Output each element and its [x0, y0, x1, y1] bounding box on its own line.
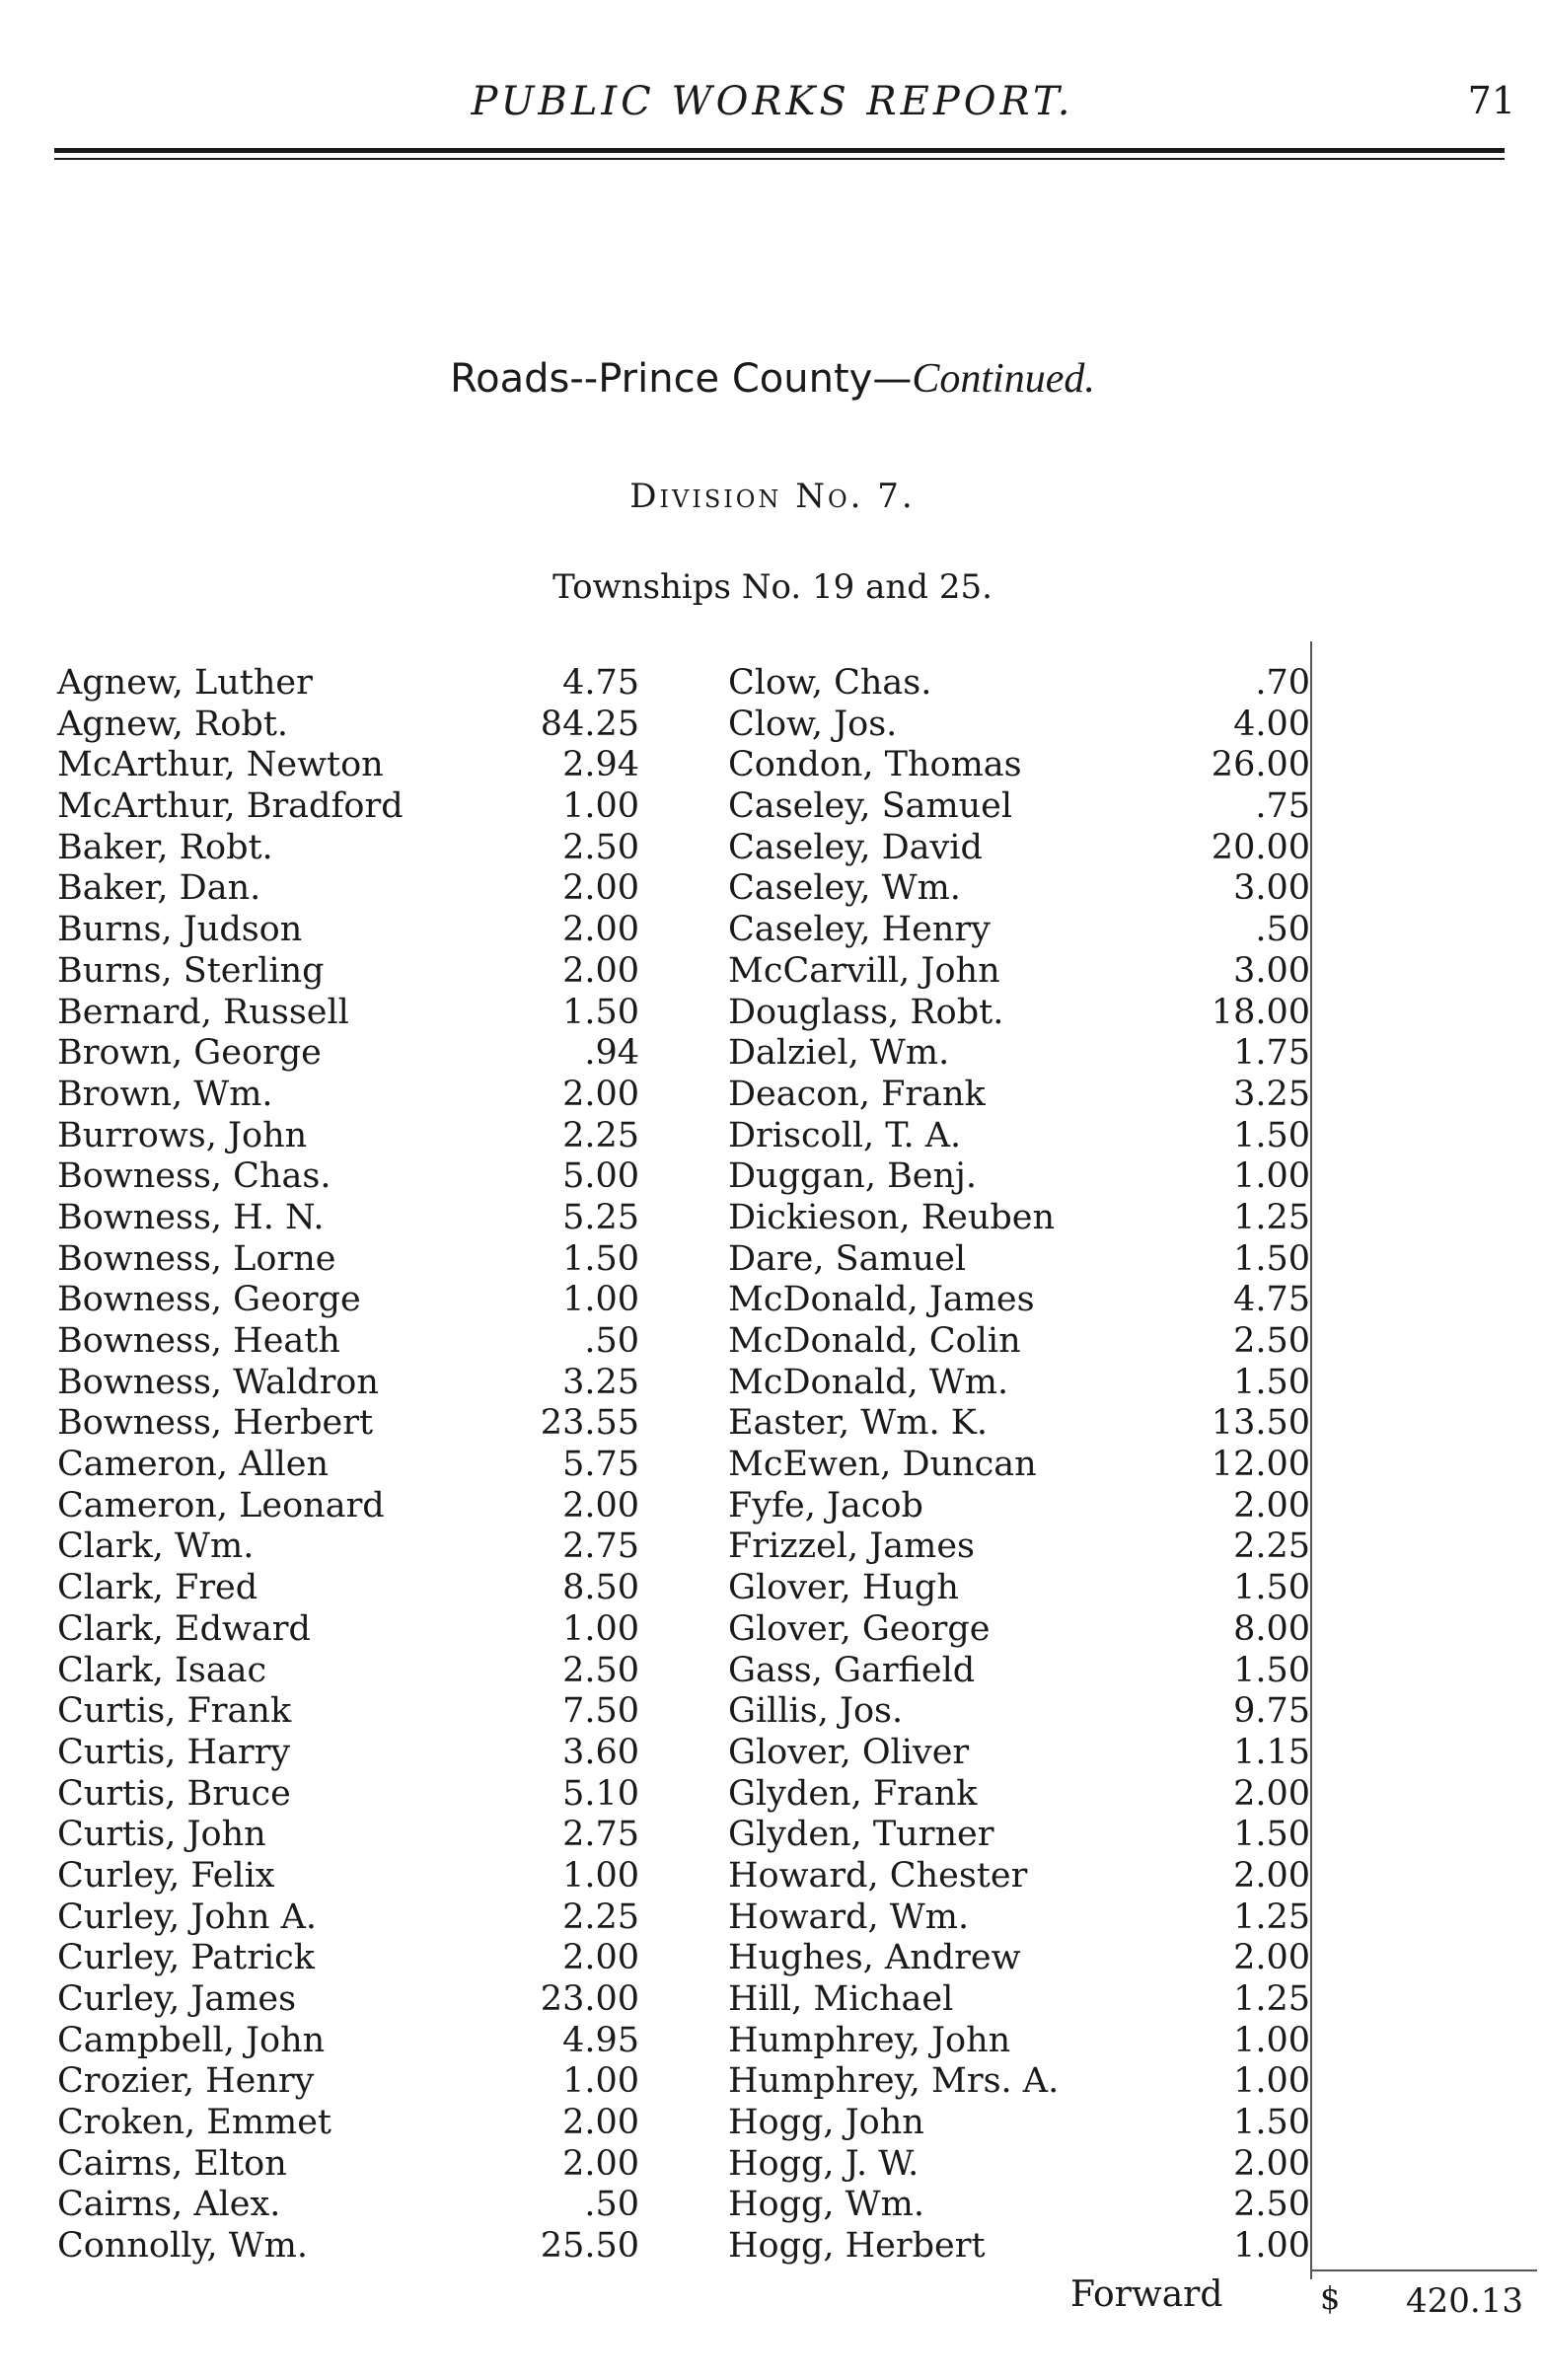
entry-amount: 1.25 — [1233, 1197, 1310, 1237]
entry-name: Hogg, Wm. — [728, 2185, 924, 2225]
entry-amount: 4.95 — [562, 2020, 639, 2060]
section-title-continued: Continued. — [912, 356, 1095, 402]
ledger-row — [728, 1033, 1310, 1075]
entry-amount: 2.00 — [562, 2103, 639, 2143]
ledger-row — [57, 1651, 639, 1692]
entry-amount: 5.75 — [562, 1445, 639, 1485]
entry-name: Dalziel, Wm. — [728, 1033, 950, 1074]
entry-amount: 1.00 — [1233, 2061, 1310, 2102]
entry-name: Hogg, Herbert — [728, 2226, 986, 2267]
entry-amount: 2.50 — [562, 1650, 639, 1690]
ledger-row — [728, 1568, 1310, 1609]
ledger-row — [728, 1651, 1310, 1692]
entry-name: Condon, Thomas — [728, 745, 1022, 785]
entry-name: Clark, Wm. — [57, 1526, 255, 1567]
ledger-row — [728, 1938, 1310, 1979]
entry-amount: .70 — [1255, 663, 1310, 703]
entry-amount: 2.00 — [562, 950, 639, 991]
entry-name: Agnew, Luther — [57, 663, 313, 703]
entry-name: McDonald, Colin — [728, 1321, 1021, 1361]
entry-name: Clark, Fred — [57, 1568, 258, 1608]
entry-amount: 2.94 — [562, 745, 639, 785]
entry-amount: 1.00 — [1233, 1156, 1310, 1197]
entry-amount: 23.55 — [540, 1403, 639, 1444]
entry-amount: 1.50 — [1233, 1650, 1310, 1690]
ledger-row — [728, 1239, 1310, 1281]
entry-name: McDonald, James — [728, 1280, 1035, 1320]
entry-amount: 5.10 — [562, 1773, 639, 1814]
entry-name: McEwen, Duncan — [728, 1445, 1037, 1485]
entry-name: McDonald, Wm. — [728, 1362, 1009, 1402]
running-header: PUBLIC WORKS REPORT. — [471, 79, 1074, 124]
ledger-row — [728, 2103, 1310, 2144]
entry-name: Brown, Wm. — [57, 1074, 273, 1114]
entry-amount: 2.75 — [562, 1815, 639, 1855]
entry-amount: 20.00 — [1211, 827, 1310, 867]
entry-amount: 1.25 — [1233, 1897, 1310, 1937]
ledger-row — [57, 2144, 639, 2186]
entry-amount: 5.00 — [562, 1156, 639, 1197]
entry-name: Bowness, Chas. — [57, 1156, 331, 1197]
entry-amount: 18.00 — [1211, 992, 1310, 1032]
entry-amount: 1.50 — [1233, 1815, 1310, 1855]
entry-name: Cameron, Leonard — [57, 1485, 385, 1525]
entry-name: Clark, Edward — [57, 1608, 311, 1649]
entry-amount: 2.75 — [562, 1526, 639, 1567]
forward-total: 420.13 — [1406, 2281, 1523, 2321]
ledger-row — [728, 1979, 1310, 2021]
entry-amount: 1.50 — [1233, 1568, 1310, 1608]
entry-amount: 23.00 — [540, 1979, 639, 2019]
entry-name: Glover, Hugh — [728, 1568, 959, 1608]
section-title — [0, 355, 1545, 403]
entry-name: Dare, Samuel — [728, 1238, 967, 1279]
entry-name: Bowness, Waldron — [57, 1362, 379, 1402]
entry-amount: 84.25 — [540, 704, 639, 744]
ledger-row — [57, 2103, 639, 2144]
entry-amount: 4.75 — [1233, 1280, 1310, 1320]
entry-name: Gillis, Jos. — [728, 1691, 904, 1732]
ledger-row — [728, 2021, 1310, 2062]
ledger-row — [728, 868, 1310, 910]
ledger-row — [728, 1198, 1310, 1239]
ledger-row — [728, 1363, 1310, 1404]
ledger-row — [57, 951, 639, 993]
ledger-row — [57, 1526, 639, 1568]
entry-name: McCarvill, John — [728, 950, 1000, 991]
header-rule — [54, 148, 1505, 153]
ledger-row — [728, 1609, 1310, 1651]
entry-amount: 1.50 — [1233, 2103, 1310, 2143]
entry-amount: 26.00 — [1211, 745, 1310, 785]
entry-amount: 2.00 — [562, 1485, 639, 1525]
ledger-row — [57, 705, 639, 746]
entry-name: Douglass, Robt. — [728, 992, 1004, 1032]
total-rule — [1310, 2269, 1537, 2271]
entry-name: Frizzel, James — [728, 1526, 976, 1567]
ledger-row — [728, 1280, 1310, 1321]
ledger-row — [57, 1445, 639, 1486]
entry-amount: 2.00 — [1233, 1773, 1310, 1814]
entry-name: Agnew, Robt. — [57, 704, 289, 744]
ledger-row — [57, 1239, 639, 1281]
entry-name: Curtis, Frank — [57, 1691, 292, 1732]
entry-name: Deacon, Frank — [728, 1074, 986, 1114]
entry-name: Driscoll, T. A. — [728, 1115, 962, 1155]
ledger-row — [728, 1321, 1310, 1363]
ledger-row — [728, 2144, 1310, 2186]
ledger-row — [57, 1897, 639, 1939]
currency-sign: $ — [1320, 2279, 1341, 2317]
ledger-row — [728, 1691, 1310, 1733]
section-title-main: Roads--Prince County— — [450, 356, 913, 402]
ledger-row — [728, 1445, 1310, 1486]
ledger-row — [728, 705, 1310, 746]
entry-name: Glover, George — [728, 1608, 991, 1649]
entry-amount: .75 — [1255, 786, 1310, 827]
ledger-row — [728, 1856, 1310, 1897]
entry-name: Cairns, Alex. — [57, 2185, 281, 2225]
ledger-row — [57, 2226, 639, 2268]
ledger-row — [57, 910, 639, 951]
entry-name: Gass, Garfield — [728, 1650, 976, 1690]
entry-amount: 8.50 — [562, 1568, 639, 1608]
ledger-row — [728, 1526, 1310, 1568]
ledger-row — [57, 1363, 639, 1404]
entry-name: Connolly, Wm. — [57, 2226, 309, 2267]
entry-name: Howard, Wm. — [728, 1897, 970, 1937]
entry-name: Curtis, Bruce — [57, 1773, 291, 1814]
entry-name: Glyden, Turner — [728, 1815, 994, 1855]
entry-amount: 1.50 — [1233, 1362, 1310, 1402]
entry-name: Clow, Chas. — [728, 663, 932, 703]
entry-amount: 1.25 — [1233, 1979, 1310, 2019]
entry-amount: 2.00 — [1233, 1485, 1310, 1525]
entry-name: Brown, George — [57, 1033, 322, 1074]
entry-amount: 2.25 — [562, 1897, 639, 1937]
division-heading: Division No. 7. — [629, 477, 916, 516]
entry-name: Caseley, Samuel — [728, 786, 1013, 827]
entry-name: Baker, Robt. — [57, 827, 273, 867]
entry-name: Caseley, David — [728, 827, 983, 867]
entry-amount: 3.25 — [1233, 1074, 1310, 1114]
entry-amount: 2.00 — [1233, 1938, 1310, 1978]
entry-amount: 8.00 — [1233, 1608, 1310, 1649]
ledger-row — [57, 1321, 639, 1363]
entry-amount: 2.00 — [562, 1074, 639, 1114]
ledger-row — [728, 2185, 1310, 2226]
ledger-row — [57, 1198, 639, 1239]
ledger-row — [57, 745, 639, 786]
entry-name: Humphrey, Mrs. A. — [728, 2061, 1060, 2102]
ledger-row — [728, 951, 1310, 993]
entry-name: Cameron, Allen — [57, 1445, 330, 1485]
entry-name: Clow, Jos. — [728, 704, 898, 744]
ledger-row — [728, 2226, 1310, 2268]
entry-amount: 1.50 — [562, 992, 639, 1032]
entry-amount: 2.25 — [562, 1115, 639, 1155]
ledger-row — [57, 1856, 639, 1897]
ledger-row — [57, 1568, 639, 1609]
ledger-row — [57, 1280, 639, 1321]
entry-name: Bowness, George — [57, 1280, 361, 1320]
ledger-row — [57, 1033, 639, 1075]
entry-amount: 3.25 — [562, 1362, 639, 1402]
entry-amount: 2.00 — [1233, 1855, 1310, 1896]
entry-name: Burns, Sterling — [57, 950, 325, 991]
ledger-row — [57, 1815, 639, 1856]
entry-name: Bowness, Lorne — [57, 1238, 336, 1279]
entry-amount: .50 — [1255, 910, 1310, 950]
entry-amount: .50 — [584, 2185, 639, 2225]
entry-name: Humphrey, John — [728, 2020, 1011, 2060]
ledger-row — [728, 1815, 1310, 1856]
ledger-row — [728, 663, 1310, 705]
entry-name: Curtis, Harry — [57, 1732, 291, 1772]
entry-name: Caseley, Wm. — [728, 868, 961, 909]
entry-name: Crozier, Henry — [57, 2061, 315, 2102]
ledger-row — [57, 786, 639, 828]
entry-amount: 1.00 — [1233, 2226, 1310, 2267]
ledger-row — [728, 828, 1310, 869]
ledger-row — [57, 1979, 639, 2021]
entry-amount: 1.00 — [562, 1608, 639, 1649]
ledger-row — [57, 663, 639, 705]
entry-name: Hogg, John — [728, 2103, 924, 2143]
column-rule — [1310, 641, 1312, 2279]
entry-name: Caseley, Henry — [728, 910, 991, 950]
ledger-row — [728, 1774, 1310, 1816]
ledger-row — [57, 1116, 639, 1157]
entry-name: Burrows, John — [57, 1115, 308, 1155]
ledger-row — [728, 910, 1310, 951]
entry-name: Curley, John A. — [57, 1897, 318, 1937]
entry-amount: 3.00 — [1233, 868, 1310, 909]
entry-amount: 2.00 — [1233, 2143, 1310, 2184]
entry-amount: 1.15 — [1233, 1732, 1310, 1772]
entry-amount: 3.00 — [1233, 950, 1310, 991]
entry-name: Bernard, Russell — [57, 992, 349, 1032]
entry-name: Duggan, Benj. — [728, 1156, 978, 1197]
ledger-row — [57, 1938, 639, 1979]
forward-label: Forward — [1070, 2274, 1223, 2315]
entry-name: Curtis, John — [57, 1815, 266, 1855]
ledger-row — [57, 1075, 639, 1116]
ledger-row — [728, 1486, 1310, 1527]
right-column — [728, 663, 1310, 2268]
entry-amount: .94 — [584, 1033, 639, 1074]
ledger-row — [728, 786, 1310, 828]
ledger-row — [57, 1486, 639, 1527]
ledger-row — [728, 1116, 1310, 1157]
entry-amount: 2.00 — [562, 910, 639, 950]
ledger-row — [728, 1403, 1310, 1445]
entry-amount: 4.75 — [562, 663, 639, 703]
ledger-row — [57, 1774, 639, 1816]
entry-name: Curley, Felix — [57, 1855, 275, 1896]
entry-name: Burns, Judson — [57, 910, 303, 950]
ledger-row — [57, 2021, 639, 2062]
entry-name: Bowness, Herbert — [57, 1403, 374, 1444]
entry-name: Curley, James — [57, 1979, 297, 2019]
entry-amount: 2.50 — [562, 827, 639, 867]
entry-amount: 13.50 — [1211, 1403, 1310, 1444]
entry-amount: 2.00 — [562, 1938, 639, 1978]
entry-amount: 1.00 — [1233, 2020, 1310, 2060]
ledger-row — [728, 1075, 1310, 1116]
page-number: 71 — [1467, 79, 1515, 122]
entry-amount: 2.00 — [562, 868, 639, 909]
entry-name: Glover, Oliver — [728, 1732, 970, 1772]
entry-amount: 2.00 — [562, 2143, 639, 2184]
ledger-row — [57, 1691, 639, 1733]
ledger-row — [57, 1733, 639, 1774]
entry-amount: 1.50 — [1233, 1115, 1310, 1155]
entry-amount: 1.50 — [1233, 1238, 1310, 1279]
ledger-row — [728, 1733, 1310, 1774]
entry-name: McArthur, Newton — [57, 745, 384, 785]
entry-amount: 7.50 — [562, 1691, 639, 1732]
entry-name: Howard, Chester — [728, 1855, 1028, 1896]
entry-amount: 3.60 — [562, 1732, 639, 1772]
entry-name: Fyfe, Jacob — [728, 1485, 923, 1525]
ledger-row — [57, 1403, 639, 1445]
ledger-row — [728, 1897, 1310, 1939]
entry-name: McArthur, Bradford — [57, 786, 404, 827]
entry-name: Easter, Wm. K. — [728, 1403, 988, 1444]
ledger-row — [728, 2061, 1310, 2103]
entry-amount: 1.00 — [562, 2061, 639, 2102]
ledger-row — [57, 993, 639, 1034]
entry-amount: 1.00 — [562, 1855, 639, 1896]
ledger-row — [57, 828, 639, 869]
entry-name: Hill, Michael — [728, 1979, 954, 2019]
entry-name: Curley, Patrick — [57, 1938, 315, 1978]
header-rule-thin — [54, 158, 1505, 160]
entry-amount: 2.50 — [1233, 2185, 1310, 2225]
ledger-row — [57, 1609, 639, 1651]
ledger-row — [57, 2061, 639, 2103]
entry-amount: .50 — [584, 1321, 639, 1361]
entry-name: Bowness, Heath — [57, 1321, 340, 1361]
entry-name: Hughes, Andrew — [728, 1938, 1021, 1978]
entry-amount: 4.00 — [1233, 704, 1310, 744]
left-column — [57, 663, 639, 2268]
ledger-row — [57, 1156, 639, 1198]
ledger-row — [728, 1156, 1310, 1198]
entry-name: Cairns, Elton — [57, 2143, 287, 2184]
entry-amount: 2.50 — [1233, 1321, 1310, 1361]
entry-amount: 12.00 — [1211, 1445, 1310, 1485]
entry-amount: 1.50 — [562, 1238, 639, 1279]
entry-amount: 2.25 — [1233, 1526, 1310, 1567]
entry-name: Glyden, Frank — [728, 1773, 978, 1814]
entry-name: Baker, Dan. — [57, 868, 261, 909]
entry-amount: 1.00 — [562, 786, 639, 827]
entry-amount: 1.75 — [1233, 1033, 1310, 1074]
entry-name: Dickieson, Reuben — [728, 1197, 1056, 1237]
entry-amount: 9.75 — [1233, 1691, 1310, 1732]
ledger-row — [728, 745, 1310, 786]
entry-name: Bowness, H. N. — [57, 1197, 325, 1237]
entry-name: Hogg, J. W. — [728, 2143, 920, 2184]
entry-name: Campbell, John — [57, 2020, 326, 2060]
entry-name: Croken, Emmet — [57, 2103, 332, 2143]
entry-amount: 1.00 — [562, 1280, 639, 1320]
townships-heading: Townships No. 19 and 25. — [552, 567, 993, 607]
entry-amount: 25.50 — [540, 2226, 639, 2267]
ledger-row — [57, 868, 639, 910]
entry-name: Clark, Isaac — [57, 1650, 267, 1690]
ledger-row — [57, 2185, 639, 2226]
ledger-row — [728, 993, 1310, 1034]
entry-amount: 5.25 — [562, 1197, 639, 1237]
